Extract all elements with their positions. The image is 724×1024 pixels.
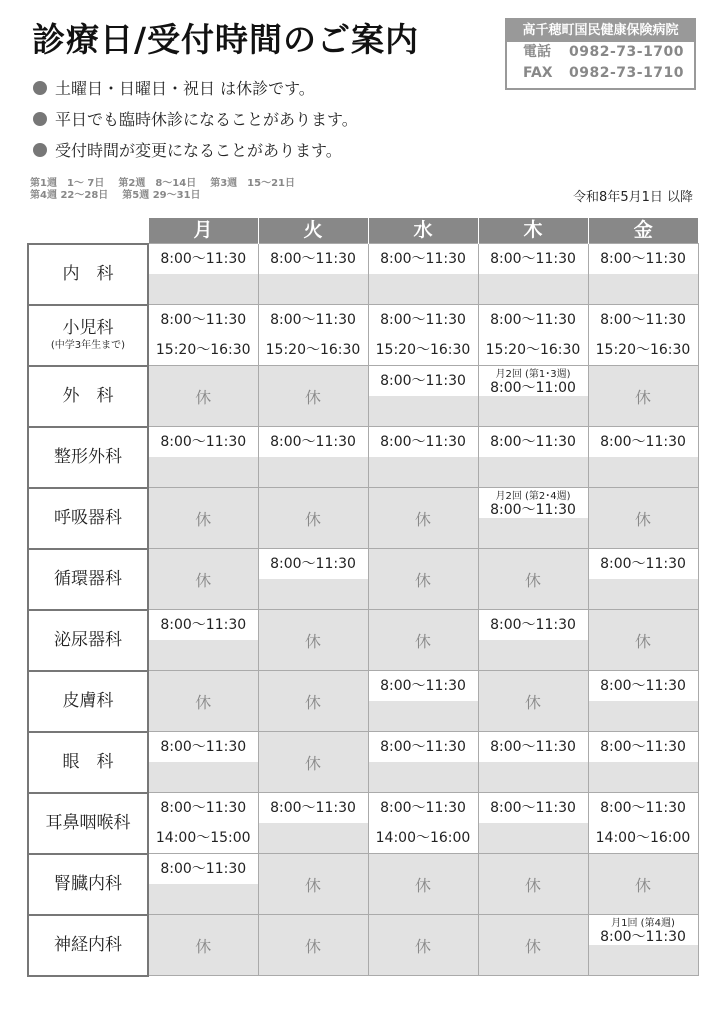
afternoon-time: 15:20〜16:30: [589, 335, 698, 365]
department-name: 耳鼻咽喉科: [45, 813, 131, 833]
schedule-cell-tue: [258, 793, 368, 854]
notice-item: [33, 134, 358, 165]
morning-time: 8:00〜11:30: [589, 732, 698, 762]
department-name: 腎臓内科: [54, 874, 122, 894]
schedule-cell-tue: [258, 305, 368, 366]
schedule-cell-mon: [148, 244, 258, 305]
schedule-cell-fri: [588, 793, 698, 854]
schedule-cell-mon: [148, 549, 258, 610]
schedule-cell-fri: [588, 854, 698, 915]
bullet-icon: [33, 143, 47, 157]
department-row: [28, 244, 698, 305]
morning-time: 8:00〜11:30: [259, 244, 368, 274]
frequency-note: 月2回 (第1･3週): [495, 369, 571, 380]
schedule-cell-mon: [148, 671, 258, 732]
morning-time: 8:00〜11:30: [479, 610, 588, 640]
schedule-cell-mon: [148, 610, 258, 671]
week-5: 第5週 29〜31日: [122, 190, 201, 201]
notice-text: 土曜日・日曜日・祝日 は休診です。: [55, 79, 315, 98]
fax-row: [507, 63, 694, 84]
schedule-table: [27, 218, 699, 977]
department-row: [28, 671, 698, 732]
bullet-icon: [33, 81, 47, 95]
schedule-cell-thu: [478, 732, 588, 793]
phone-row: [507, 42, 694, 63]
morning-time: 8:00〜11:30: [589, 244, 698, 274]
schedule-cell-mon: [148, 427, 258, 488]
afternoon-time: [369, 274, 478, 304]
department-name: 整形外科: [54, 447, 122, 467]
department-name: 循環器科: [54, 569, 122, 589]
department-name-cell: [28, 366, 148, 427]
department-row: [28, 610, 698, 671]
closed-label: 休: [414, 570, 431, 590]
schedule-cell-thu: [478, 305, 588, 366]
schedule-cell-wed: [368, 427, 478, 488]
department-name: 泌尿器科: [54, 630, 122, 650]
department-name: 内 科: [62, 264, 114, 284]
afternoon-time: [149, 457, 258, 487]
department-row: [28, 366, 698, 427]
closed-label: 休: [195, 509, 212, 529]
schedule-cell-fri: [588, 671, 698, 732]
morning-time: 8:00〜11:30: [369, 732, 478, 762]
afternoon-time: [149, 274, 258, 304]
closed-label: 休: [304, 692, 321, 712]
morning-time: 8:00〜11:30: [149, 305, 258, 335]
day-header-fri: 金: [588, 218, 698, 244]
schedule-cell-wed: [368, 732, 478, 793]
department-name-cell: [28, 488, 148, 549]
notice-text: 平日でも臨時休診になることがあります。: [55, 110, 358, 129]
afternoon-time: [369, 457, 478, 487]
schedule-cell-wed: [368, 793, 478, 854]
department-name-cell: [28, 244, 148, 305]
morning-time: 8:00〜11:30: [369, 427, 478, 457]
afternoon-time: [369, 762, 478, 792]
morning-time: 8:00〜11:30: [149, 732, 258, 762]
fax-label: FAX: [523, 65, 553, 81]
schedule-cell-wed: [368, 549, 478, 610]
department-row: [28, 549, 698, 610]
morning-time: 8:00〜11:30: [369, 366, 478, 396]
afternoon-time: [589, 579, 698, 609]
closed-label: 休: [195, 570, 212, 590]
morning-time: 8:00〜11:30: [369, 244, 478, 274]
department-row: [28, 854, 698, 915]
morning-time: 8:00〜11:30: [589, 549, 698, 579]
hospital-contact-box: [505, 18, 696, 90]
morning-time: 8:00〜11:30: [479, 427, 588, 457]
department-name-cell: [28, 671, 148, 732]
day-header-row: [28, 218, 698, 244]
schedule-cell-fri: [588, 366, 698, 427]
afternoon-time: 14:00〜16:00: [369, 823, 478, 853]
afternoon-time: [259, 579, 368, 609]
department-name-cell: [28, 732, 148, 793]
phone-number[interactable]: 0982-73-1700: [569, 44, 685, 60]
schedule-cell-fri: [588, 549, 698, 610]
schedule-cell-thu: [478, 854, 588, 915]
schedule-cell-tue: [258, 610, 368, 671]
notice-text: 受付時間が変更になることがあります。: [55, 141, 342, 160]
department-name-cell: [28, 610, 148, 671]
schedule-cell-mon: [148, 732, 258, 793]
afternoon-time: [479, 823, 588, 853]
week-4: 第4週 22〜28日: [30, 190, 109, 201]
schedule-cell-tue: [258, 854, 368, 915]
schedule-cell-tue: [258, 427, 368, 488]
morning-time: 8:00〜11:30: [259, 305, 368, 335]
phone-label: 電話: [523, 44, 551, 60]
closed-label: 休: [304, 753, 321, 773]
afternoon-time: 14:00〜16:00: [589, 823, 698, 853]
schedule-cell-thu: [478, 366, 588, 427]
schedule-cell-wed: [368, 610, 478, 671]
schedule-cell-mon: [148, 366, 258, 427]
schedule-cell-tue: [258, 915, 368, 976]
closed-label: 休: [524, 692, 541, 712]
afternoon-time: [369, 396, 478, 426]
notice-list: [33, 72, 358, 165]
afternoon-time: [479, 274, 588, 304]
afternoon-time: [149, 884, 258, 914]
morning-time: 8:00〜11:30: [149, 610, 258, 640]
schedule-cell-mon: [148, 305, 258, 366]
noted-slot: [479, 366, 588, 396]
notice-item: [33, 72, 358, 103]
noted-slot: [479, 488, 588, 518]
closed-label: 休: [414, 509, 431, 529]
week-2: 第2週 8〜14日: [118, 178, 197, 189]
morning-time: 8:00〜11:30: [149, 427, 258, 457]
closed-label: 休: [634, 387, 651, 407]
closed-label: 休: [304, 936, 321, 956]
frequency-note: 月2回 (第2･4週): [495, 491, 571, 502]
department-name: 神経内科: [54, 935, 122, 955]
schedule-cell-tue: [258, 732, 368, 793]
closed-label: 休: [195, 936, 212, 956]
closed-label: 休: [414, 875, 431, 895]
schedule-cell-thu: [478, 549, 588, 610]
department-name-cell: [28, 305, 148, 366]
afternoon-time: [149, 762, 258, 792]
afternoon-time: [589, 457, 698, 487]
department-name: 小児科: [62, 318, 114, 338]
day-header-tue: 火: [258, 218, 368, 244]
schedule-cell-thu: [478, 671, 588, 732]
week-legend-row: [30, 190, 295, 202]
schedule-cell-fri: [588, 305, 698, 366]
afternoon-time: [259, 274, 368, 304]
page-title: 診療日/受付時間のご案内: [32, 20, 420, 59]
department-row: [28, 732, 698, 793]
noted-slot: [589, 915, 698, 945]
department-name-cell: [28, 549, 148, 610]
department-name: 皮膚科: [62, 691, 114, 711]
morning-time: 8:00〜11:30: [369, 793, 478, 823]
afternoon-time: [259, 823, 368, 853]
department-name-cell: [28, 854, 148, 915]
morning-time: 8:00〜11:30: [589, 793, 698, 823]
schedule-cell-wed: [368, 915, 478, 976]
schedule-cell-mon: [148, 488, 258, 549]
fax-number: 0982-73-1710: [569, 65, 685, 81]
afternoon-time: [149, 640, 258, 670]
morning-time: 8:00〜11:30: [259, 549, 368, 579]
schedule-cell-tue: [258, 671, 368, 732]
morning-time: 8:00〜11:30: [369, 305, 478, 335]
morning-time: 8:00〜11:30: [369, 671, 478, 701]
schedule-cell-wed: [368, 305, 478, 366]
schedule-cell-mon: [148, 793, 258, 854]
department-name: 外 科: [62, 386, 114, 406]
morning-time: 8:00〜11:30: [589, 671, 698, 701]
reception-time: 8:00〜11:30: [490, 502, 576, 518]
closed-label: 休: [414, 631, 431, 651]
day-header-thu: 木: [478, 218, 588, 244]
morning-time: 8:00〜11:30: [479, 305, 588, 335]
department-name: 呼吸器科: [54, 508, 122, 528]
closed-label: 休: [414, 936, 431, 956]
schedule-cell-thu: [478, 427, 588, 488]
schedule-cell-thu: [478, 244, 588, 305]
closed-label: 休: [304, 387, 321, 407]
reception-time: 8:00〜11:00: [490, 380, 576, 396]
schedule-cell-thu: [478, 793, 588, 854]
department-row: [28, 427, 698, 488]
department-row: [28, 915, 698, 976]
hospital-name: 高千穂町国民健康保険病院: [507, 20, 694, 42]
department-name-cell: [28, 793, 148, 854]
schedule-cell-wed: [368, 366, 478, 427]
closed-label: 休: [634, 509, 651, 529]
schedule-cell-mon: [148, 854, 258, 915]
afternoon-time: [589, 274, 698, 304]
week-legend-row: [30, 178, 295, 190]
afternoon-time: [589, 762, 698, 792]
week-1: 第1週 1〜 7日: [30, 178, 105, 189]
schedule-cell-fri: [588, 427, 698, 488]
schedule-cell-thu: [478, 488, 588, 549]
department-row: [28, 793, 698, 854]
morning-time: 8:00〜11:30: [259, 427, 368, 457]
closed-label: 休: [524, 936, 541, 956]
schedule-cell-fri: [588, 488, 698, 549]
morning-time: 8:00〜11:30: [479, 244, 588, 274]
closed-label: 休: [195, 692, 212, 712]
schedule-cell-wed: [368, 244, 478, 305]
schedule-cell-thu: [478, 915, 588, 976]
afternoon-time: 15:20〜16:30: [259, 335, 368, 365]
afternoon-time: [259, 457, 368, 487]
morning-time: 8:00〜11:30: [589, 305, 698, 335]
afternoon-time: [479, 640, 588, 670]
schedule-cell-tue: [258, 549, 368, 610]
department-note: (中学3年生まで): [50, 340, 126, 351]
morning-time: 8:00〜11:30: [479, 793, 588, 823]
closed-label: 休: [524, 570, 541, 590]
closed-label: 休: [195, 387, 212, 407]
closed-label: 休: [304, 875, 321, 895]
morning-time: 8:00〜11:30: [149, 854, 258, 884]
header-corner: [28, 218, 148, 244]
schedule-cell-fri: [588, 915, 698, 976]
schedule-cell-fri: [588, 732, 698, 793]
schedule-cell-wed: [368, 488, 478, 549]
schedule-cell-wed: [368, 854, 478, 915]
morning-time: 8:00〜11:30: [589, 427, 698, 457]
schedule-cell-fri: [588, 244, 698, 305]
week-legend: [30, 178, 295, 202]
afternoon-time: 15:20〜16:30: [149, 335, 258, 365]
schedule-cell-tue: [258, 488, 368, 549]
reception-time: 8:00〜11:30: [600, 929, 686, 945]
day-header-mon: 月: [148, 218, 258, 244]
closed-label: 休: [524, 875, 541, 895]
afternoon-time: 14:00〜15:00: [149, 823, 258, 853]
closed-label: 休: [634, 631, 651, 651]
morning-time: 8:00〜11:30: [149, 244, 258, 274]
afternoon-time: [589, 701, 698, 731]
closed-label: 休: [634, 875, 651, 895]
department-row: [28, 488, 698, 549]
schedule-cell-fri: [588, 610, 698, 671]
schedule-cell-tue: [258, 244, 368, 305]
schedule-cell-wed: [368, 671, 478, 732]
department-name: 眼 科: [62, 752, 114, 772]
schedule-body: [28, 244, 698, 976]
department-name-cell: [28, 915, 148, 976]
afternoon-time: [479, 457, 588, 487]
morning-time: 8:00〜11:30: [149, 793, 258, 823]
schedule-cell-thu: [478, 610, 588, 671]
closed-label: 休: [304, 631, 321, 651]
morning-time: 8:00〜11:30: [259, 793, 368, 823]
schedule-cell-tue: [258, 366, 368, 427]
notice-item: [33, 103, 358, 134]
morning-time: 8:00〜11:30: [479, 732, 588, 762]
afternoon-time: [369, 701, 478, 731]
department-name-cell: [28, 427, 148, 488]
afternoon-time: 15:20〜16:30: [479, 335, 588, 365]
day-header-wed: 水: [368, 218, 478, 244]
schedule-cell-mon: [148, 915, 258, 976]
frequency-note: 月1回 (第4週): [611, 918, 675, 929]
effective-date: 令和8年5月1日 以降: [573, 190, 693, 205]
bullet-icon: [33, 112, 47, 126]
afternoon-time: 15:20〜16:30: [369, 335, 478, 365]
afternoon-time: [479, 762, 588, 792]
week-3: 第3週 15〜21日: [210, 178, 295, 189]
department-row: [28, 305, 698, 366]
closed-label: 休: [304, 509, 321, 529]
